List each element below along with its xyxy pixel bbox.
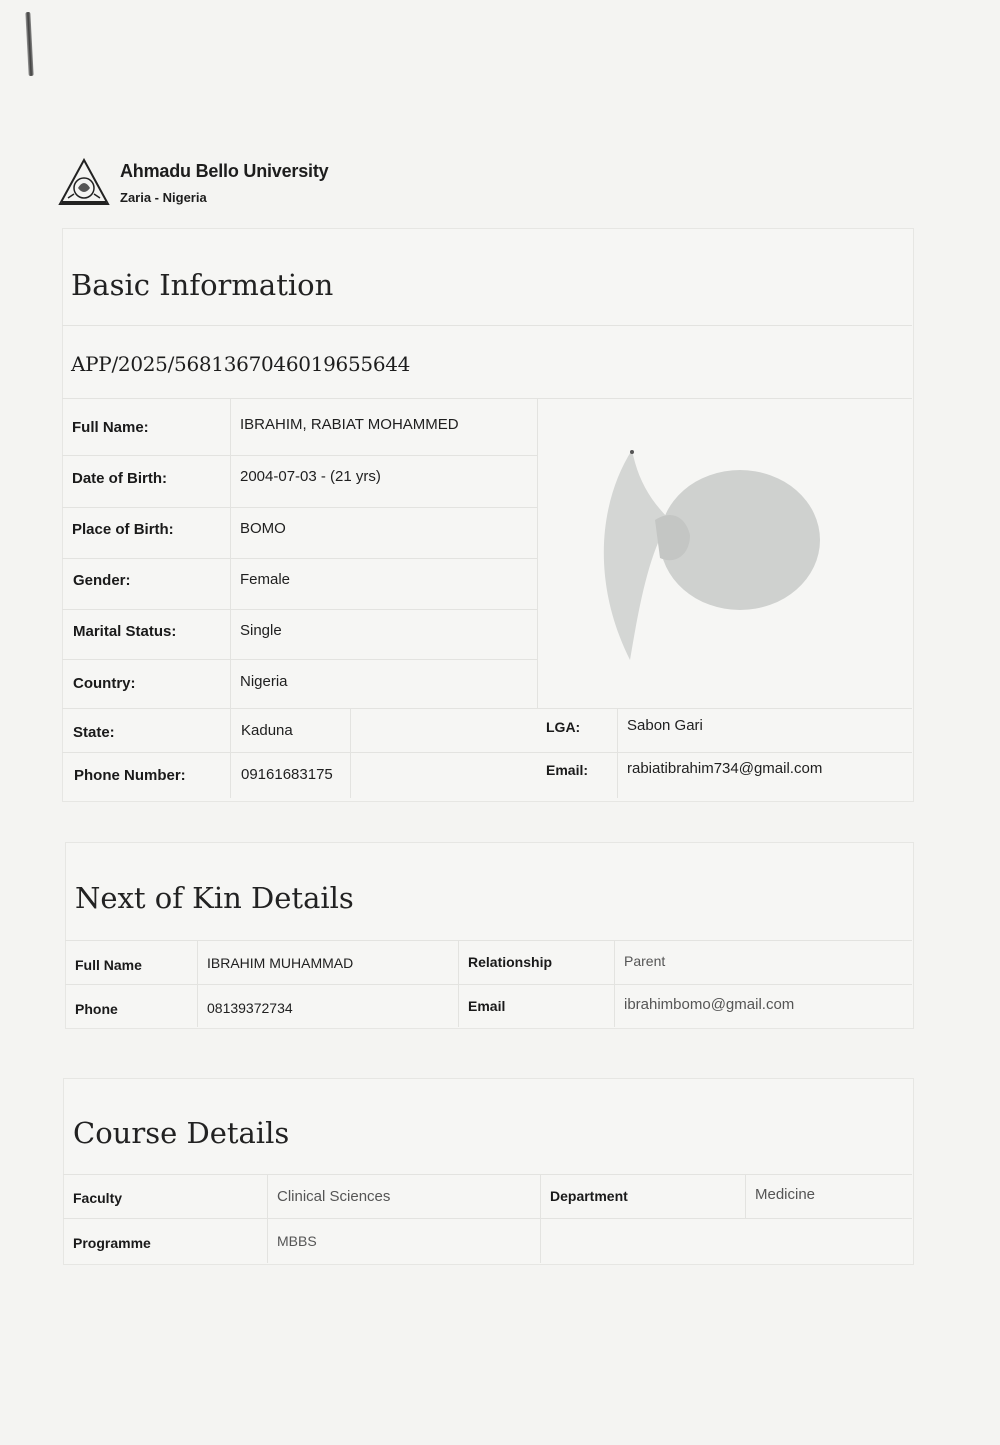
country-label: Country: [73,675,136,692]
column-divider [350,708,351,798]
next-of-kin-title: Next of Kin Details [75,881,354,915]
divider [65,984,912,985]
pob-label: Place of Birth: [72,521,174,538]
kin-phone-value: 08139372734 [207,1000,293,1016]
full-name-label: Full Name: [72,419,149,436]
divider [62,325,912,326]
department-label: Department [550,1188,628,1204]
column-divider [745,1174,746,1218]
column-divider [614,940,615,1027]
state-value: Kaduna [241,722,293,739]
country-value: Nigeria [240,673,288,690]
department-value: Medicine [755,1186,816,1203]
university-name: Ahmadu Bello University [120,161,329,181]
kin-relationship-label: Relationship [468,954,553,970]
university-location: Zaria - Nigeria [120,190,207,205]
programme-label: Programme [73,1235,151,1251]
dob-value: 2004-07-03 - (21 yrs) [240,468,381,485]
row-divider [62,507,537,508]
kin-full-name-label: Full Name [75,957,142,973]
programme-value: MBBS [277,1233,317,1249]
divider [63,1174,912,1175]
phone-number-label: Phone Number: [74,767,186,784]
kin-email-value: ibrahimbomo@gmail.com [624,996,795,1013]
state-label: State: [73,724,115,741]
divider [62,398,912,399]
basic-information-title: Basic Information [71,268,334,302]
gender-value: Female [240,571,291,588]
kin-phone-label: Phone [75,1001,118,1017]
marital-status-label: Marital Status: [73,623,177,640]
row-divider [62,752,912,753]
pob-value: BOMO [240,520,286,537]
kin-relationship-value: Parent [624,953,666,969]
faculty-value: Clinical Sciences [277,1188,391,1205]
passport-photo [580,440,830,670]
gender-label: Gender: [73,572,131,589]
column-divider [537,398,538,708]
dob-label: Date of Birth: [72,470,167,487]
divider [65,940,912,941]
marital-status-value: Single [240,622,282,639]
phone-number-value: 09161683175 [241,766,333,783]
column-divider [267,1174,268,1263]
column-divider [458,940,459,1027]
lga-label: LGA: [546,719,581,735]
university-crest-icon [58,158,110,208]
email-value: rabiatibrahim734@gmail.com [627,760,823,777]
column-divider [540,1174,541,1263]
university-header [58,158,328,208]
application-number: APP/2025/5681367046019655644 [71,352,411,376]
row-divider [62,558,537,559]
column-divider [197,940,198,1027]
column-divider [617,708,618,798]
course-details-section [63,1078,914,1265]
row-divider [62,609,537,610]
row-divider [62,659,537,660]
lga-value: Sabon Gari [627,717,703,734]
course-details-title: Course Details [73,1116,290,1150]
row-divider [62,708,912,709]
staple [25,12,33,76]
faculty-label: Faculty [73,1190,123,1206]
column-divider [230,398,231,798]
kin-email-label: Email [468,998,506,1014]
full-name-value: IBRAHIM, RABIAT MOHAMMED [240,416,459,433]
row-divider [62,455,537,456]
kin-full-name-value: IBRAHIM MUHAMMAD [207,955,354,971]
divider [63,1218,912,1219]
email-label: Email: [546,762,589,778]
